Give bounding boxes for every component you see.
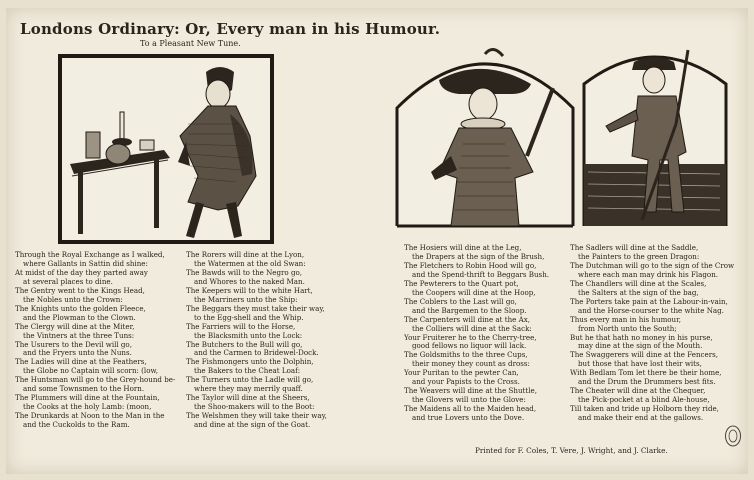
- verse-line: The Chandlers will dine at the Scales,: [570, 279, 707, 288]
- verse-line: The Coblers to the Last will go,: [404, 297, 517, 306]
- woodcut-gentleman-at-table: [58, 54, 276, 244]
- verse-line: but those that have lost their wits,: [578, 360, 702, 369]
- verse-line: The Fletchers to Robin Hood will go,: [404, 261, 537, 270]
- verse-line: and the Bargemen to the Sloop.: [412, 306, 527, 315]
- verse-line: The Drunkards at Noon to the Man in the: [15, 412, 165, 421]
- verse-line: The Knights unto the golden Fleece,: [15, 304, 146, 313]
- verse-line: The Bawds will to the Negro go,: [186, 268, 303, 277]
- ballad-title: Londons Ordinary: Or, Every man in his Humour.: [20, 20, 441, 38]
- verse-line: from North unto the South;: [578, 324, 677, 333]
- verse-line: The Turners unto the Ladle will go,: [186, 376, 314, 385]
- verse-line: the Globe no Captain will scorn: (low,: [23, 367, 158, 376]
- verse-line: Till taken and tride up Holborn they ride,: [570, 405, 719, 414]
- verse-line: the Marriners unto the Ship:: [194, 295, 298, 304]
- verse-line: Thus every man in his humour,: [570, 315, 681, 324]
- verse-line: With Bedlam Tom let there be their home,: [570, 369, 722, 378]
- verse-line: the Glovers will unto the Glove:: [412, 396, 526, 405]
- verse-line: Through the Royal Exchange as I walked,: [15, 251, 165, 259]
- verse-line: the Cooks at the holy Lamb: (moon,: [23, 403, 152, 412]
- verse-line: their money they count as dross:: [412, 360, 530, 369]
- verse-line: the Colliers will dine at the Sack:: [412, 324, 532, 333]
- verse-line: and the Plowman to the Clown.: [23, 313, 136, 322]
- verse-line: and the Fryers unto the Nuns.: [23, 349, 132, 358]
- verse-line: the Watermen at the old Swan:: [194, 259, 306, 268]
- verse-line: The Beggars they must take their way,: [186, 304, 325, 313]
- verse-line: The Taylor will dine at the Sheers,: [186, 394, 310, 403]
- ballad-subtitle: To a Pleasant New Tune.: [140, 39, 241, 48]
- verse-line: the Nobles unto the Crown:: [23, 295, 123, 304]
- verse-line: and true Lovers unto the Dove.: [412, 414, 525, 423]
- verse-line: The Pewterers to the Quart pot,: [404, 279, 519, 288]
- verse-line: At midst of the day they parted away: [15, 268, 148, 277]
- verse-line: The Porters take pain at the Labour-in-vain,: [570, 297, 728, 306]
- verse-line: and your Papists to the Cross.: [412, 378, 520, 387]
- verse-line: and the Cuckolds to the Ram.: [23, 421, 130, 430]
- verse-line: The Rorers will dine at the Lyon,: [186, 251, 305, 259]
- library-stamp-seal: [724, 424, 742, 448]
- imprint-line: Printed for F. Coles, T. Vere, J. Wright, and J. Clarke.: [475, 446, 668, 455]
- verse-column-2: [186, 251, 358, 430]
- woodcut-gallant-under-arch: [393, 44, 577, 228]
- verse-line: The Dutchman will go to the sign of the Crow: [570, 261, 735, 270]
- verse-column-1: [15, 251, 185, 430]
- verse-line: The Gentry went to the Kings Head,: [15, 286, 145, 295]
- verse-line: The Sadlers will dine at the Saddle,: [570, 244, 699, 252]
- verse-line: the Drapers at the sign of the Brush,: [412, 252, 545, 261]
- verse-line: and the Carmen to Bridewel-Dock.: [194, 349, 319, 358]
- verse-line: the Salters at the sign of the bag,: [578, 288, 699, 297]
- verse-line: to the Egg-shell and the Whip.: [194, 313, 304, 322]
- verse-line: and Whores to the naked Man.: [194, 277, 305, 286]
- verse-line: Your Puritan to the pewter Can,: [404, 369, 519, 378]
- verse-line: The Ladies will dine at the Feathers,: [15, 358, 147, 367]
- verse-line: The Weavers will dine at the Shuttle,: [404, 387, 537, 396]
- verse-line: The Cheater will dine at the Chequer,: [570, 387, 706, 396]
- verse-line: good fellows no liquor will lack.: [412, 342, 527, 351]
- verse-line: the Painters to the green Dragon:: [578, 252, 700, 261]
- verse-line: The Usurers to the Devil will go,: [15, 340, 132, 349]
- verse-line: and the Drum the Drummers best fits.: [578, 378, 716, 387]
- verse-line: the Bakers to the Cheat Loaf:: [194, 367, 301, 376]
- verse-line: The Goldsmiths to the three Cups,: [404, 351, 528, 360]
- verse-line: and the Horse-courser to the white Nag.: [578, 306, 724, 315]
- verse-line: and make their end at the gallows.: [578, 414, 704, 423]
- verse-line: The Keepers will to the white Hart,: [186, 286, 313, 295]
- verse-line: the Shoo-makers will to the Boot:: [194, 403, 315, 412]
- verse-line: at several places to dine.: [23, 277, 113, 286]
- verse-line: the Blacksmith unto the Lock:: [194, 331, 303, 340]
- verse-line: the Pick-pocket at a blind Ale-house,: [578, 396, 710, 405]
- verse-line: Your Fruiterer he to the Cherry-tree,: [404, 333, 537, 342]
- verse-line: The Butchers to the Bull will go,: [186, 340, 303, 349]
- verse-line: The Welshmen they will take their way,: [186, 412, 327, 421]
- verse-line: the Vintners at the three Tuns:: [23, 331, 135, 340]
- woodcut-countryman-with-staff: [580, 44, 730, 228]
- verse-line: The Farriers will to the Horse,: [186, 322, 296, 331]
- verse-line: The Hosiers will dine at the Leg,: [404, 244, 522, 252]
- verse-line: where Gallants in Sattin did shine:: [23, 259, 148, 268]
- verse-line: the Coopers will dine at the Hoop,: [412, 288, 536, 297]
- verse-line: may dine at the sign of the Mouth.: [578, 342, 703, 351]
- verse-column-4: [570, 244, 742, 423]
- verse-column-3: [404, 244, 566, 423]
- verse-line: But he that hath no money in his purse,: [570, 333, 713, 342]
- verse-line: and dine at the sign of the Goat.: [194, 421, 311, 430]
- verse-line: The Maidens all to the Maiden head,: [404, 405, 537, 414]
- verse-line: and some Townsmen to the Horn.: [23, 385, 145, 394]
- verse-line: The Huntsman will go to the Grey-hound be-: [15, 376, 176, 385]
- verse-line: The Carpenters will dine at the Ax,: [404, 315, 530, 324]
- verse-line: where each man may drink his Flagon.: [578, 270, 719, 279]
- verse-line: The Fishmongers unto the Dolphin,: [186, 358, 314, 367]
- verse-line: The Swaggerers will dine at the Fencers,: [570, 351, 718, 360]
- verse-line: where they may merrily quaff.: [194, 385, 303, 394]
- verse-line: and the Spend-thrift to Beggars Bush.: [412, 270, 550, 279]
- verse-line: The Clergy will dine at the Miter,: [15, 322, 135, 331]
- verse-line: The Plummers will dine at the Fountain,: [15, 394, 160, 403]
